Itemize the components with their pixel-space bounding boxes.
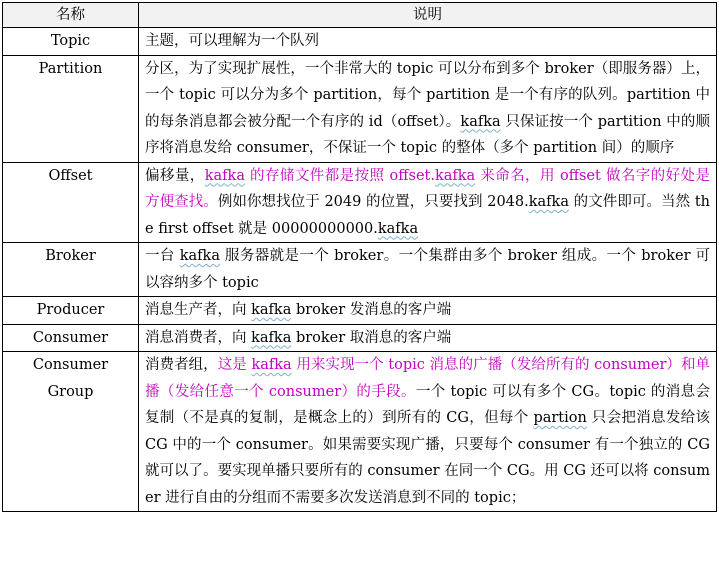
description-text: 只保证按一个 partition 中的顺序将消息发给 consumer，不保证一个 topic 的整体（多个 partition 间）的顺序 — [145, 113, 710, 156]
table-row — [3, 55, 717, 162]
description-text: 消费者组， — [145, 357, 218, 373]
table-row — [3, 28, 717, 56]
highlighted-text: 用来实现一个 topic 消息的广播（发给所有的 consumer）和单播（发给任意一个 consumer）的手段。 — [145, 357, 711, 400]
header-row — [3, 3, 717, 28]
description-text: 主题，可以理解为一个队列 — [145, 33, 319, 49]
term-name: Topic — [3, 28, 139, 56]
spellcheck-word: partion — [533, 410, 587, 426]
table-row — [3, 297, 717, 325]
description-text: 服务器就是一个 broker。一个集群由多个 broker 组成。一个 broker 可以容纳多个 topic — [145, 248, 711, 291]
term-description — [139, 55, 717, 162]
term-name: Producer — [3, 297, 139, 325]
highlighted-text: 来命名，用 offset 做名字的好处是方便查找。 — [145, 167, 710, 210]
description-text: 一个 topic 可以有多个 CG。topic 的消息会复制（不是真的复制，是概念上的）到所有的 CG，但每个 — [145, 383, 710, 426]
description-text: 消息消费者，向 — [145, 329, 252, 346]
spellcheck-word: kafka — [179, 248, 220, 264]
spellcheck-word: kafka — [251, 357, 292, 373]
spellcheck-word: kafka — [377, 220, 419, 237]
term-description — [139, 162, 717, 243]
description-text: 消息生产者，向 — [145, 302, 252, 318]
term-description — [139, 28, 717, 56]
glossary-table — [2, 2, 717, 512]
description-text: 偏移量， — [145, 167, 205, 184]
description-text: broker 取消息的客户端 — [291, 329, 452, 346]
table-body — [3, 28, 717, 512]
header-name: 名称 — [3, 3, 139, 28]
table-row — [3, 243, 717, 297]
spellcheck-word: kafka — [251, 329, 292, 346]
spellcheck-word: kafka — [434, 167, 476, 184]
header-desc: 说明 — [139, 3, 717, 28]
term-description — [139, 352, 717, 512]
description-text: 分区，为了实现扩展性，一个非常大的 topic 可以分布到多个 broker（即服务器）上，一个 topic 可以分为多个 partition，每个 partition 是一个有序的队列。partition 中的每条消息都会被分配一个有序的 id（offset）。 — [145, 60, 710, 130]
spellcheck-word: kafka — [204, 167, 245, 184]
highlighted-text: 这是 — [217, 357, 252, 373]
term-name: Consumer — [3, 324, 139, 352]
table-row — [3, 352, 717, 512]
term-name: Offset — [3, 162, 139, 243]
term-description — [139, 297, 717, 325]
description-text: broker 发消息的客户端 — [291, 302, 452, 318]
table-row — [3, 162, 717, 243]
term-description — [139, 324, 717, 352]
description-text: 例如你想找位于 2049 的位置，只要找到 2048. — [217, 194, 529, 210]
spellcheck-word: kafka — [528, 194, 569, 210]
description-text: 一台 — [145, 248, 180, 264]
term-name: Partition — [3, 55, 139, 162]
table-row — [3, 324, 717, 352]
term-name: Consumer Group — [3, 352, 139, 512]
term-name: Broker — [3, 243, 139, 297]
spellcheck-word: kafka — [460, 113, 501, 130]
spellcheck-word: kafka — [251, 302, 292, 318]
highlighted-text: 的存储文件都是按照 offset. — [244, 167, 435, 184]
description-text: 的文件即可。当然 the first offset 就是 00000000000. — [145, 194, 710, 237]
term-description — [139, 243, 717, 297]
description-text: 只会把消息发给该 CG 中的一个 consumer。如果需要实现广播，只要每个 consumer 有一个独立的 CG 就可以了。要实现单播只要所有的 consumer 在同一个 CG。用 CG 还可以将 consumer 进行自由的分组而不需要多次发送消息到不同的 topic； — [145, 410, 711, 506]
